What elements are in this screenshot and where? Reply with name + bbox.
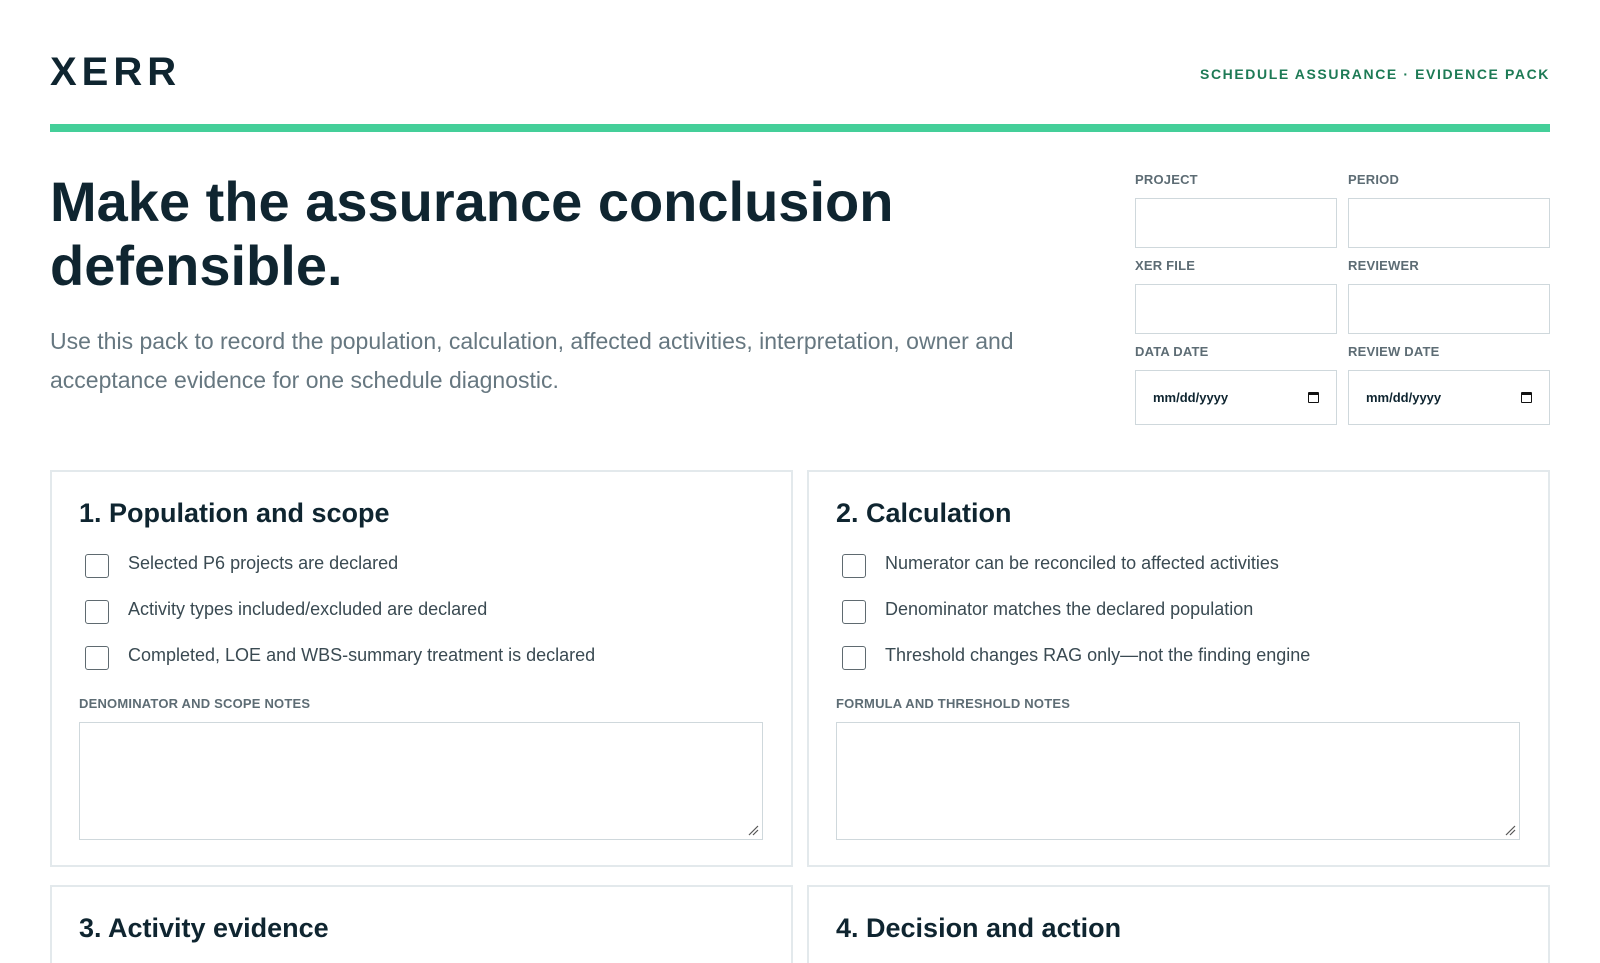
section-title: 4. Decision and action <box>836 913 1122 943</box>
checklist-label: Completed, LOE and WBS-summary treatment is declared <box>128 645 596 665</box>
review-date-placeholder: mm/dd/yyyy <box>1366 390 1442 405</box>
section-title: 3. Activity evidence <box>79 913 329 943</box>
checklist-label: Activity types included/excluded are declared <box>128 599 488 619</box>
period-input[interactable] <box>1348 198 1550 248</box>
xer-file-label: XER FILE <box>1135 258 1196 273</box>
section-population-scope <box>50 470 793 867</box>
reviewer-input[interactable] <box>1348 284 1550 334</box>
project-field-group <box>1135 172 1337 188</box>
notes-label: FORMULA AND THRESHOLD NOTES <box>836 696 1071 711</box>
calendar-icon[interactable] <box>1521 392 1532 403</box>
notes-label: DENOMINATOR AND SCOPE NOTES <box>79 696 311 711</box>
checklist-label: Denominator matches the declared population <box>885 599 1254 619</box>
review-date-input[interactable] <box>1348 370 1550 425</box>
xer-file-field-group <box>1135 258 1337 274</box>
checklist-label: Selected P6 projects are declared <box>128 553 399 573</box>
checklist-label: Threshold changes RAG only—not the finding engine <box>885 645 1311 665</box>
checkbox[interactable] <box>85 646 109 670</box>
resize-handle-icon[interactable] <box>1504 824 1516 836</box>
reviewer-label: REVIEWER <box>1348 258 1419 273</box>
project-input[interactable] <box>1135 198 1337 248</box>
xer-file-input[interactable] <box>1135 284 1337 334</box>
checklist-item[interactable] <box>842 599 1502 625</box>
tagline: SCHEDULE ASSURANCE · EVIDENCE PACK <box>1200 66 1550 82</box>
checkbox[interactable] <box>842 646 866 670</box>
checkbox[interactable] <box>85 554 109 578</box>
accent-divider <box>50 124 1550 132</box>
page-title: Make the assurance conclusion defensible. <box>50 170 894 297</box>
page-header <box>50 48 1550 96</box>
section-calculation <box>807 470 1550 867</box>
review-date-label: REVIEW DATE <box>1348 344 1440 359</box>
data-date-input[interactable] <box>1135 370 1337 425</box>
checklist-label: Numerator can be reconciled to affected activities <box>885 553 1279 573</box>
checklist-item[interactable] <box>842 553 1502 579</box>
section-title: 1. Population and scope <box>79 498 390 528</box>
period-field-group <box>1348 172 1550 188</box>
checklist-item[interactable] <box>842 645 1502 671</box>
reviewer-field-group <box>1348 258 1550 274</box>
section-activity-evidence <box>50 885 793 963</box>
checkbox[interactable] <box>85 600 109 624</box>
logo: XERR <box>50 50 182 94</box>
page-subtitle: Use this pack to record the population, calculation, affected activities, interpretation, owner and acceptance evidence for one schedule diagnostic. <box>50 328 1014 393</box>
checklist-item[interactable] <box>85 599 745 625</box>
review-date-field-group <box>1348 344 1550 405</box>
period-label: PERIOD <box>1348 172 1400 187</box>
data-date-label: DATA DATE <box>1135 344 1209 359</box>
section-title: 2. Calculation <box>836 498 1012 528</box>
calendar-icon[interactable] <box>1308 392 1319 403</box>
data-date-placeholder: mm/dd/yyyy <box>1153 390 1229 405</box>
section-decision-action <box>807 885 1550 963</box>
checkbox[interactable] <box>842 600 866 624</box>
formula-notes-textarea[interactable] <box>836 722 1520 840</box>
scope-notes-textarea[interactable] <box>79 722 763 840</box>
resize-handle-icon[interactable] <box>747 824 759 836</box>
checkbox[interactable] <box>842 554 866 578</box>
checklist-item[interactable] <box>85 645 745 671</box>
project-label: PROJECT <box>1135 172 1198 187</box>
data-date-field-group <box>1135 344 1337 405</box>
checklist-item[interactable] <box>85 553 745 579</box>
